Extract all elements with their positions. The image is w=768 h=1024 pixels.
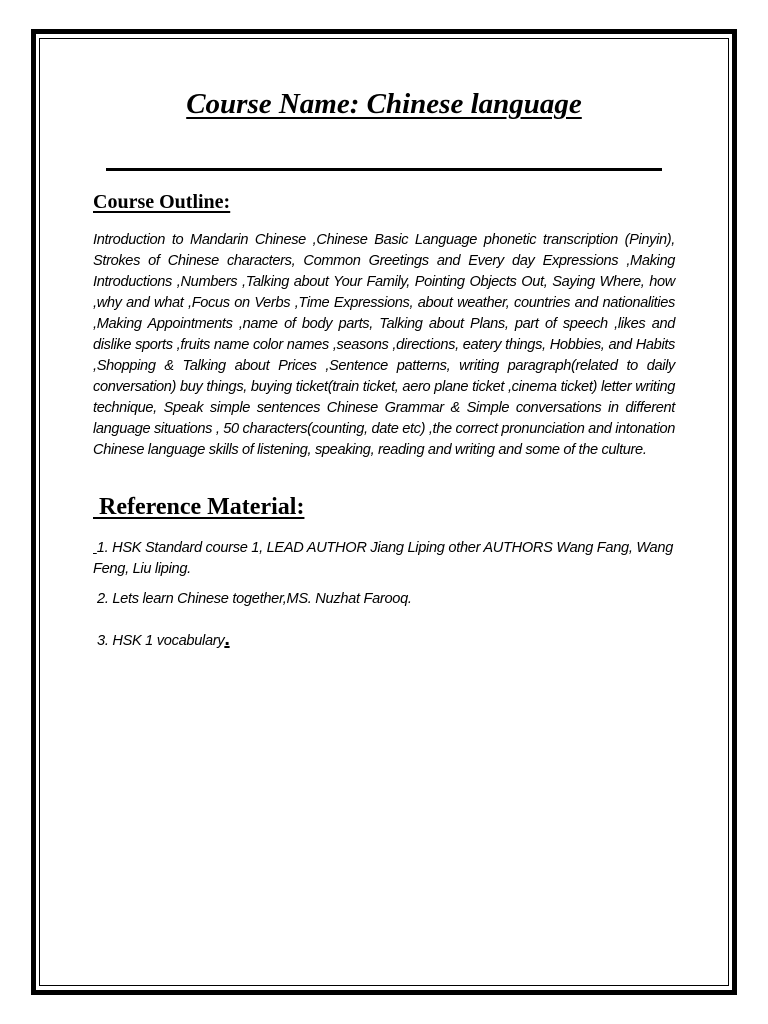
reference-item-1-text: 1. HSK Standard course 1, LEAD AUTHOR Jiang Liping other AUTHORS Wang Fang, Wang Feng, Liu liping.	[93, 540, 674, 577]
course-outline-heading: Course Outline:	[93, 191, 231, 213]
title-divider	[106, 168, 662, 171]
reference-material-heading: Reference Material:	[93, 494, 305, 520]
reference-item-3	[97, 629, 679, 652]
reference-item-3-text: 3. HSK 1 vocabulary	[97, 633, 225, 649]
course-outline-text: Introduction to Mandarin Chinese ,Chinese Basic Language phonetic transcription (Pinyin), Strokes of Chinese characters, Common Greetings and Every day Expressions ,Making Introductions ,Numbers ,Talking about Your Family, Pointing Objects Out, Saying Where, how ,why and what ,Focus on Verbs ,Time Expressions, about weather, countries and nationalities ,Making Appointments ,name of body parts, Talking about Plans, part of speech ,likes and dislike sports ,fruits name color names ,seasons ,directions, eatery things, Hobbies, and Habits ,Shopping & Talking about Prices ,Sentence patterns, writing paragraph(related to daily conversation) buy things, buying ticket(train ticket, aero plane ticket ,cinema ticket) letter writing technique, Speak simple sentences Chinese Grammar & Simple conversations in different language situations , 50 characters(counting, date etc) ,the correct pronunciation and intonation Chinese language skills of listening, speaking, reading and writing and some of the culture.	[93, 232, 675, 458]
reference-item-2: 2. Lets learn Chinese together,MS. Nuzhat Farooq.	[97, 591, 412, 607]
course-title: Course Name: Chinese language	[186, 88, 582, 120]
reference-item-3-period: .	[224, 628, 230, 650]
reference-item-1	[93, 538, 675, 580]
